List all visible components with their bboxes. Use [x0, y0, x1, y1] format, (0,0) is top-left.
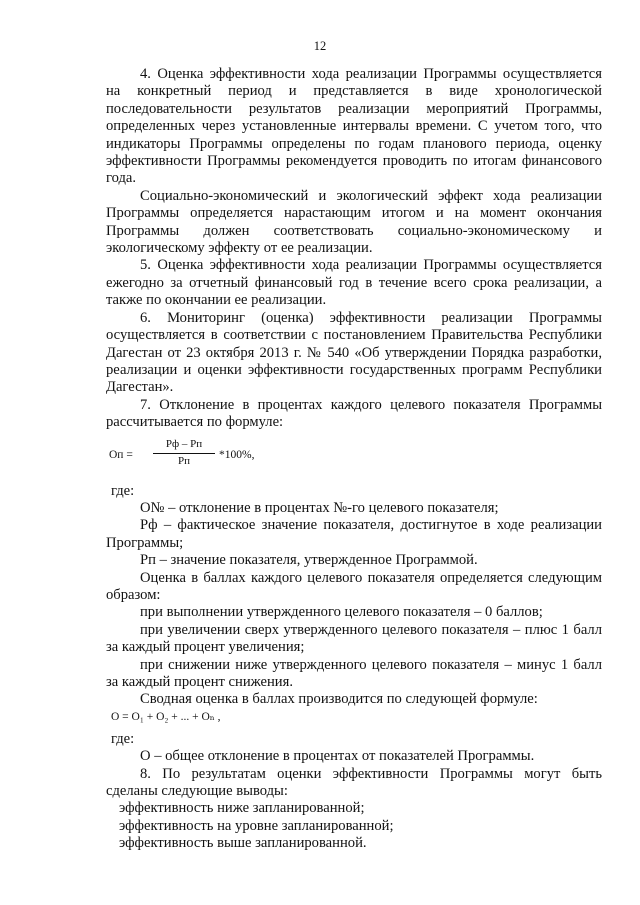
- paragraph-5: 5. Оценка эффективности хода реализации Программы осуществляется ежегодно за отчетный финансовый год в течение всего срока реализации, а также по окончании ее реализации.: [106, 257, 602, 309]
- deviation-formula: [106, 433, 602, 483]
- summary-formula: О = О₁ + О₂ + ... + Оₙ ,: [111, 710, 221, 723]
- paragraph-6: 6. Мониторинг (оценка) эффективности реализации Программы осуществляется в соответствии с постановлением Правительства Республики Дагестан от 23 октября 2013 г. № 540 «Об утверждении Порядка разработки, реализации и оценки эффективности государственных программ Республики Дагестан».: [106, 309, 602, 396]
- definition-rp: Рп – значение показателя, утвержденное Программой.: [140, 552, 478, 569]
- paragraph-summary: Сводная оценка в баллах производится по следующей формуле:: [140, 691, 538, 708]
- conclusion-2: эффективность на уровне запланированной;: [119, 817, 394, 834]
- paragraph-8: 8. По результатам оценки эффективности Программы могут быть сделаны следующие выводы:: [106, 765, 602, 800]
- conclusion-3: эффективность выше запланированной.: [119, 835, 367, 852]
- definition-rf: Рф – фактическое значение показателя, достигнутое в ходе реализации Программы;: [106, 517, 602, 551]
- paragraph-7: 7. Отклонение в процентах каждого целевого показателя Программы рассчитывается по формуле:: [106, 396, 602, 431]
- page-number: 12: [313, 39, 327, 53]
- where-label-2: где:: [111, 730, 135, 747]
- formula-lhs: Оп =: [109, 448, 133, 461]
- document-body: [106, 66, 602, 853]
- definition-on: О№ – отклонение в процентах №-го целевого показателя;: [140, 499, 499, 516]
- formula-fraction: [153, 437, 215, 469]
- paragraph-score: Оценка в баллах каждого целевого показателя определяется следующим образом:: [106, 569, 602, 603]
- paragraph-4: 4. Оценка эффективности хода реализации Программы осуществляется на конкретный период и представляется в виде хронологической последовательности результатов реализации мероприятий Программы, определенных через установленные интервалы времени. С учетом того, что индикаторы Программы определены по годам планового периода, оценку эффективности Программы рекомендуется проводить по итогам финансового года.: [106, 66, 602, 187]
- score-item-1: при выполнении утвержденного целевого показателя – 0 баллов;: [140, 604, 543, 621]
- formula-tail: *100%,: [219, 448, 255, 461]
- score-item-2: при увеличении сверх утвержденного целевого показателя – плюс 1 балл за каждый процент увеличения;: [106, 621, 602, 656]
- formula-denominator: Рп: [177, 454, 190, 467]
- definition-o: О – общее отклонение в процентах от показателей Программы.: [140, 748, 535, 765]
- formula-numerator: Рф – Рп: [153, 437, 215, 454]
- score-item-3: при снижении ниже утвержденного целевого показателя – минус 1 балл за каждый процент снижения.: [106, 656, 602, 690]
- conclusion-1: эффективность ниже запланированной;: [119, 800, 365, 817]
- paragraph-social-effect: Социально-экономический и экологический эффект хода реализации Программы определяется нарастающим итогом и на момент окончания Программы должен соответствовать социально-экономическому и экологическому эффекту от ее реализации.: [106, 187, 602, 257]
- where-label: где:: [111, 482, 135, 499]
